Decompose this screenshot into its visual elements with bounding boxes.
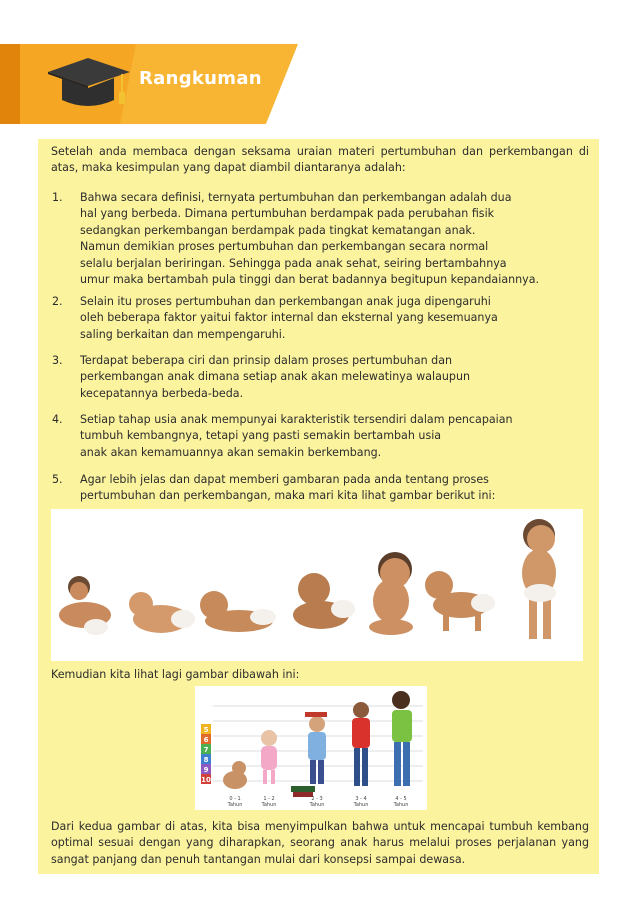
age-unit: Tahun <box>353 802 369 808</box>
growth-chart-image <box>195 686 427 810</box>
point-line: tumbuh kembangnya, tetapi yang pasti semakin bertambah usia <box>80 429 442 443</box>
ruler-number: 7 <box>203 746 209 754</box>
point-number: 2. <box>52 295 63 308</box>
age-label: 2 - 3 <box>311 796 323 802</box>
point-number: 4. <box>52 413 63 426</box>
age-unit: Tahun <box>309 802 325 808</box>
conclusion-paragraph: Dari kedua gambar di atas, kita bisa menyimpulkan bahwa untuk mencapai tumbuh kembang optimal sesuai dengan yang diharapkan, seorang anak harus melalui proses perjalanan yang sangat panjang dan penuh tantangan mulai dari konsepsi sampai dewasa. <box>51 820 589 866</box>
point-number: 5. <box>52 473 63 486</box>
ruler-number: 6 <box>203 736 209 744</box>
point-line: pertumbuhan dan perkembangan, maka mari kita lihat gambar berikut ini: <box>80 489 496 503</box>
baby-development-image <box>51 509 583 661</box>
point-number: 1. <box>52 191 63 204</box>
point-5-text <box>80 472 590 505</box>
point-2-text <box>80 294 590 343</box>
ruler-number: 10 <box>201 776 211 784</box>
ruler-number: 5 <box>203 726 209 734</box>
ruler-number: 9 <box>203 766 209 774</box>
point-line: Terdapat beberapa ciri dan prinsip dalam proses pertumbuhan dan <box>80 354 453 367</box>
point-3-text <box>80 353 590 402</box>
point-line: Bahwa secara definisi, ternyata pertumbuhan dan perkembangan adalah dua <box>80 191 512 204</box>
page-title: Rangkuman <box>139 68 262 89</box>
age-unit: Tahun <box>261 802 277 808</box>
point-line: Namun demikian proses pertumbuhan dan perkembangan secara normal <box>80 240 489 254</box>
point-line: umur maka bertambah pula tinggi dan berat badannya begitupun kepandaiannya. <box>80 273 540 287</box>
point-1-text <box>80 190 590 288</box>
point-line: Agar lebih jelas dan dapat memberi gambaran pada anda tentang proses <box>80 473 489 486</box>
point-line: oleh beberapa faktor yaitui faktor internal dan eksternal yang kesemuanya <box>80 311 498 325</box>
age-unit: Tahun <box>227 802 243 808</box>
point-line: anak akan kemamuannya akan semakin berkembang. <box>80 445 382 459</box>
graduation-cap-icon <box>44 56 132 110</box>
ruler-number: 8 <box>203 756 209 764</box>
point-4-text <box>80 412 590 461</box>
age-unit: Tahun <box>393 802 409 808</box>
point-line: saling berkaitan dan mempengaruhi. <box>80 327 286 341</box>
point-line: Selain itu proses pertumbuhan dan perkembangan anak juga dipengaruhi <box>80 295 491 308</box>
point-line: kecepatannya berbeda-beda. <box>80 386 244 400</box>
point-line: perkembangan anak dimana setiap anak akan melewatinya walaupun <box>80 370 471 384</box>
age-label: 0 - 1 <box>229 796 241 802</box>
point-line: hal yang berbeda. Dimana pertumbuhan berdampak pada perubahan fisik <box>80 207 495 221</box>
point-line: sedangkan perkembangan berdampak pada tingkat kematangan anak. <box>80 223 476 237</box>
age-label: 3 - 4 <box>355 796 367 802</box>
banner-accent <box>0 44 20 124</box>
point-line: selalu berjalan beriringan. Sehingga pada anak sehat, seiring bertambahnya <box>80 256 507 270</box>
after-image-text: Kemudian kita lihat lagi gambar dibawah ini: <box>51 668 300 681</box>
intro-paragraph: Setelah anda membaca dengan seksama uraian materi pertumbuhan dan perkembangan di atas, maka kesimpulan yang dapat diambil diantaranya adalah: <box>51 145 589 175</box>
point-number: 3. <box>52 354 63 367</box>
age-label: 4 - 5 <box>395 796 407 802</box>
age-label: 1 - 2 <box>263 796 275 802</box>
point-line: Setiap tahap usia anak mempunyai karakteristik tersendiri dalam pencapaian <box>80 413 513 426</box>
